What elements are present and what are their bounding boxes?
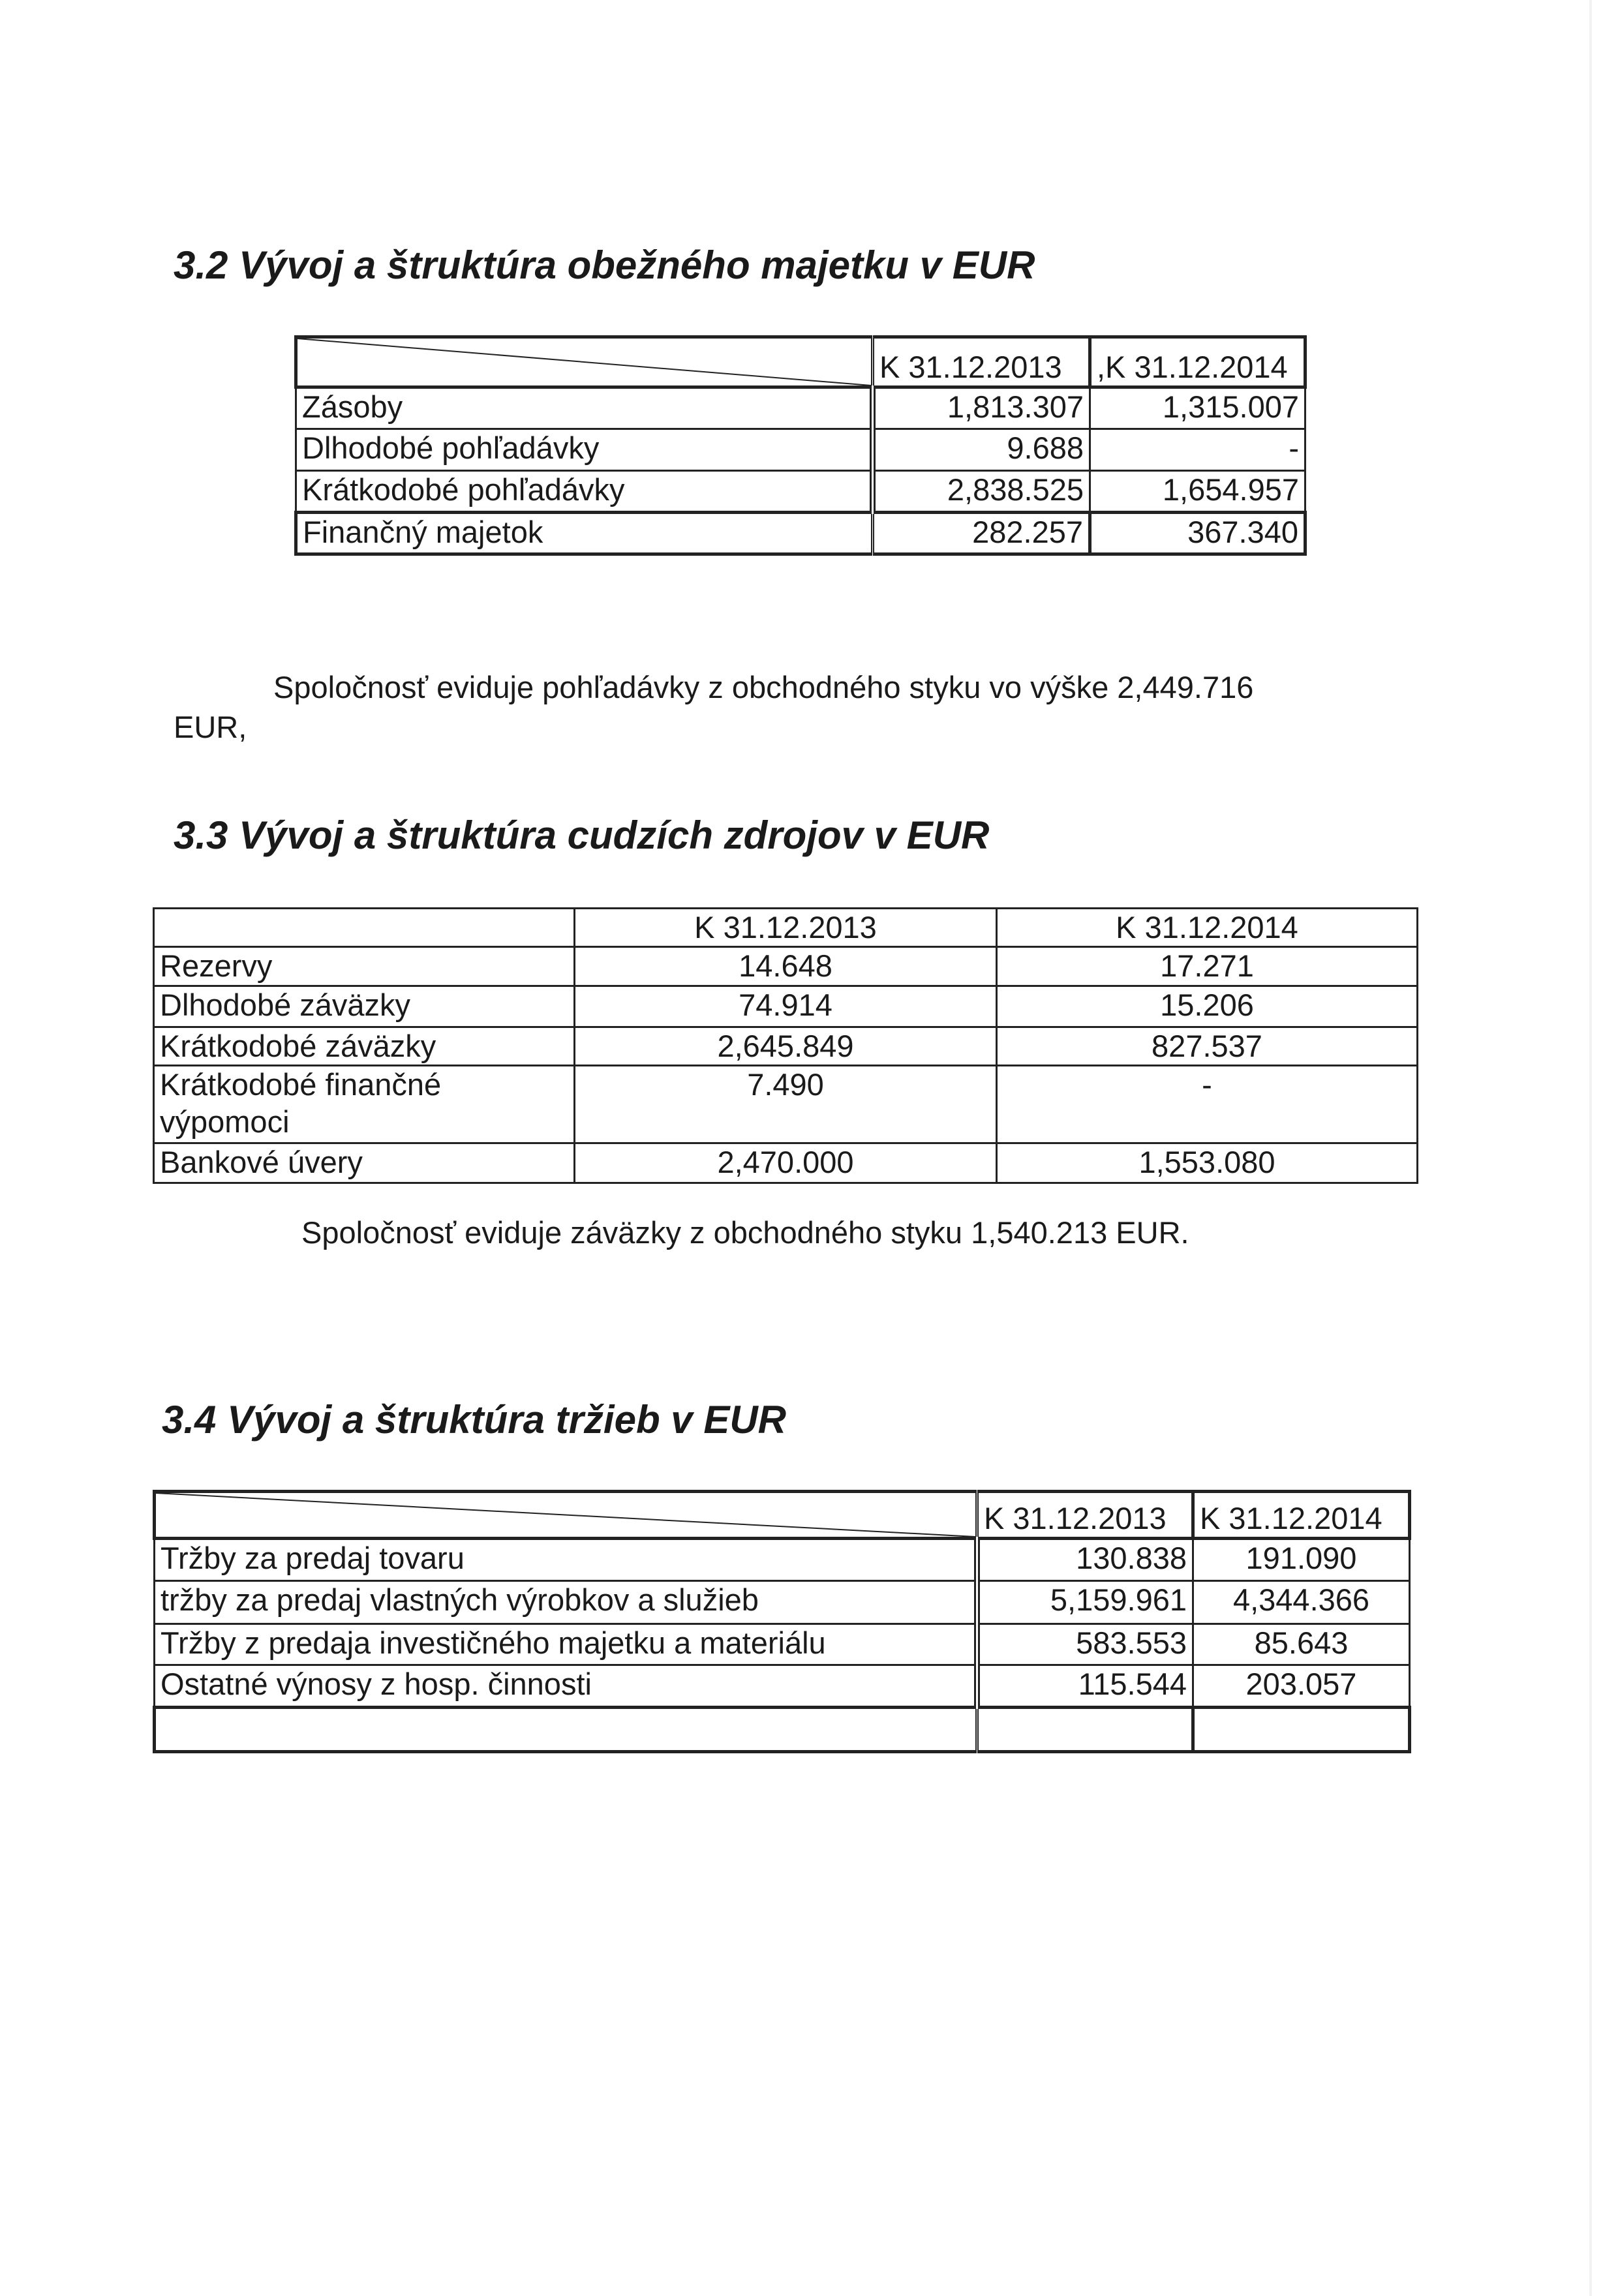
table-row: [154, 1143, 1418, 1183]
row-label: Krátkodobé záväzky: [154, 1027, 575, 1065]
table-row: [154, 986, 1418, 1027]
header-2014: K 31.12.2014: [1193, 1492, 1410, 1539]
liabilities-table: [153, 907, 1418, 1184]
value-2013: 115.544: [977, 1665, 1193, 1708]
table-row: [296, 387, 1305, 429]
table-row: [154, 947, 1418, 986]
value-2014: 17.271: [997, 947, 1418, 986]
receivables-note: Spoločnosť eviduje pohľadávky z obchodného styku vo výške 2,449.716: [273, 670, 1254, 704]
table-header-row: [296, 337, 1305, 387]
scan-edge: [1589, 0, 1592, 2296]
value-2014: 203.057: [1193, 1665, 1410, 1708]
empty-cell: [1193, 1708, 1410, 1752]
row-label: Ostatné výnosy z hosp. činnosti: [155, 1665, 977, 1708]
table-row: [296, 513, 1305, 554]
table-row: [296, 429, 1305, 471]
diagonal-header-cell: [296, 337, 873, 387]
section-3-4-title: 3.4 Vývoj a štruktúra tržieb v EUR: [162, 1398, 787, 1442]
table-header-row: [154, 909, 1418, 947]
header-2014: K 31.12.2014: [997, 909, 1418, 947]
value-2014: -: [997, 1066, 1418, 1143]
current-assets-table: [294, 335, 1307, 556]
value-2014: -: [1090, 429, 1305, 471]
row-label: Rezervy: [154, 947, 575, 986]
value-2014: 367.340: [1090, 513, 1305, 554]
header-2013: K 31.12.2013: [977, 1492, 1193, 1539]
header-2013: K 31.12.2013: [575, 909, 997, 947]
row-label-line1: Krátkodobé finančné: [160, 1067, 442, 1102]
section-3-2-title: 3.2 Vývoj a štruktúra obežného majetku v EUR: [174, 243, 1035, 287]
value-2014: 1,315.007: [1090, 387, 1305, 429]
table-row: [155, 1665, 1410, 1708]
row-label-line2: výpomoci: [160, 1104, 290, 1139]
row-label: Zásoby: [296, 387, 873, 429]
table-header-row: [155, 1492, 1410, 1539]
empty-cell: [155, 1708, 977, 1752]
value-2013: 9.688: [873, 429, 1090, 471]
row-label: Tržby z predaja investičného majetku a materiálu: [155, 1624, 977, 1665]
table-row: [154, 1066, 1418, 1143]
value-2013: 583.553: [977, 1624, 1193, 1665]
empty-header-cell: [154, 909, 575, 947]
value-2013: 282.257: [873, 513, 1090, 554]
value-2014: 191.090: [1193, 1539, 1410, 1581]
row-label: Krátkodobé pohľadávky: [296, 471, 873, 513]
value-2014: 1,654.957: [1090, 471, 1305, 513]
row-label: Dlhodobé pohľadávky: [296, 429, 873, 471]
empty-cell: [977, 1708, 1193, 1752]
value-2013: 7.490: [575, 1066, 997, 1143]
header-2014: ,K 31.12.2014: [1090, 337, 1305, 387]
section-3-3-title: 3.3 Vývoj a štruktúra cudzích zdrojov v EUR: [174, 813, 990, 857]
value-2013: 130.838: [977, 1539, 1193, 1581]
value-2013: 1,813.307: [873, 387, 1090, 429]
row-label: tržby za predaj vlastných výrobkov a služieb: [155, 1581, 977, 1624]
value-2014: 827.537: [997, 1027, 1418, 1065]
diagonal-header-cell: [155, 1492, 977, 1539]
header-2013: K 31.12.2013: [873, 337, 1090, 387]
value-2013: 2,470.000: [575, 1143, 997, 1183]
value-2013: 14.648: [575, 947, 997, 986]
value-2013: 74.914: [575, 986, 997, 1027]
value-2014: 85.643: [1193, 1624, 1410, 1665]
row-label: Dlhodobé záväzky: [154, 986, 575, 1027]
receivables-note-currency: EUR,: [174, 710, 247, 744]
table-row: [155, 1624, 1410, 1665]
value-2013: 5,159.961: [977, 1581, 1193, 1624]
table-row: [155, 1581, 1410, 1624]
value-2014: 1,553.080: [997, 1143, 1418, 1183]
row-label: Bankové úvery: [154, 1143, 575, 1183]
table-row: [155, 1539, 1410, 1581]
payables-note: Spoločnosť eviduje záväzky z obchodného styku 1,540.213 EUR.: [301, 1215, 1189, 1250]
value-2013: 2,645.849: [575, 1027, 997, 1065]
empty-table-row: [155, 1708, 1410, 1752]
row-label: Finančný majetok: [296, 513, 873, 554]
row-label: Tržby za predaj tovaru: [155, 1539, 977, 1581]
table-row: [154, 1027, 1418, 1065]
value-2013: 2,838.525: [873, 471, 1090, 513]
row-label: [154, 1066, 575, 1143]
value-2014: 4,344.366: [1193, 1581, 1410, 1624]
revenue-table: [153, 1490, 1411, 1753]
value-2014: 15.206: [997, 986, 1418, 1027]
table-row: [296, 471, 1305, 513]
